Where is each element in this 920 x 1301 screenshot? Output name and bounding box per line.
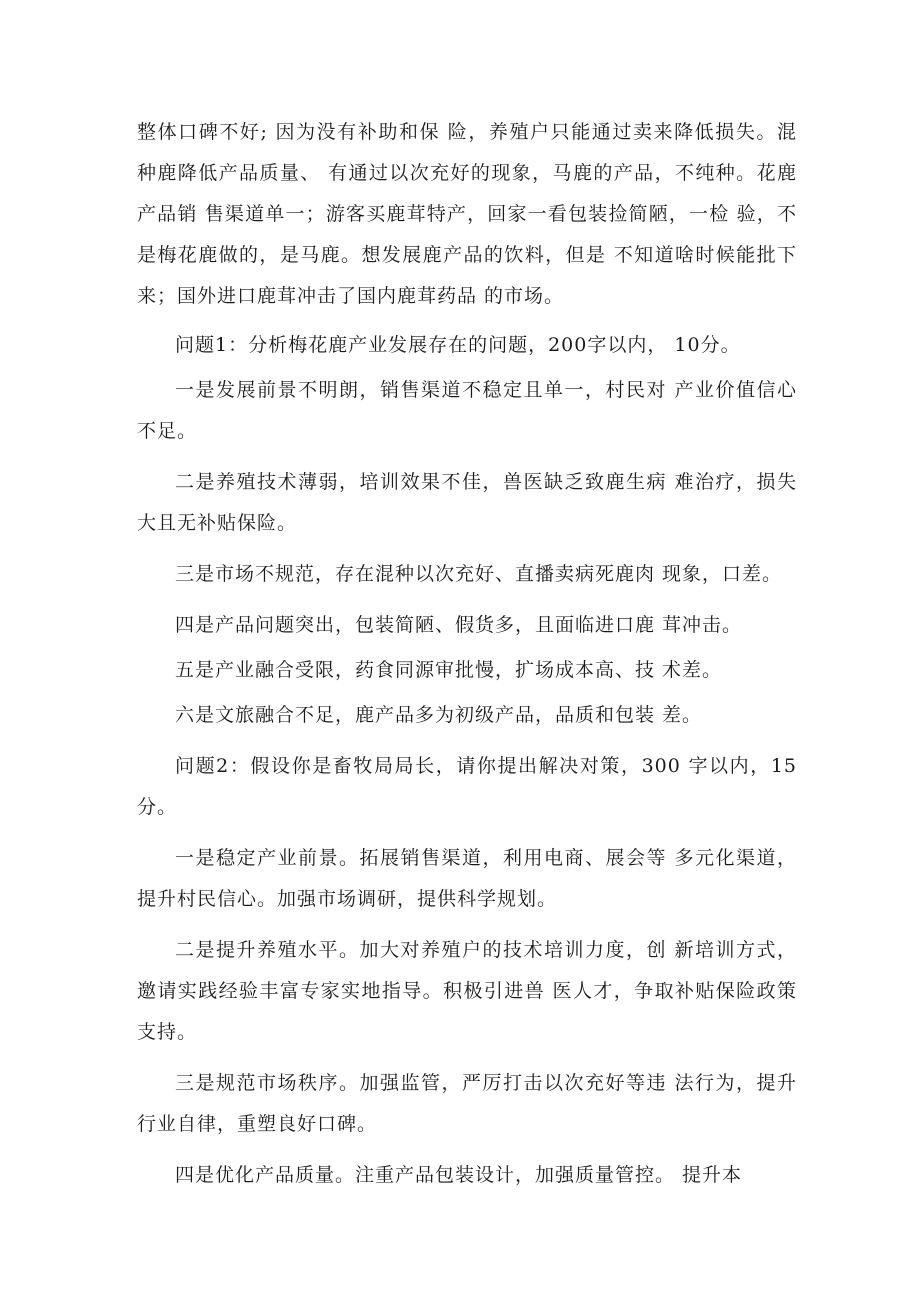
paragraph-solution-2: 二是提升养殖水平。加大对养殖户的技术培训力度，创 新培训方式，邀请实践经验丰富专家实地指导。积极引进兽 医人才，争取补贴保险政策支持。 xyxy=(137,939,797,1043)
paragraph-solution-3: 三是规范市场秩序。加强监管，严厉打击以次充好等违 法行为，提升行业自律，重塑良好口碑。 xyxy=(137,1072,797,1135)
paragraph-question-2: 问题2：假设你是畜牧局局长，请你提出解决对策，300 字以内，15分。 xyxy=(137,755,797,818)
paragraph-solution-4: 四是优化产品质量。注重产品包装设计，加强质量管控。 提升本 xyxy=(175,1164,743,1186)
paragraph-solution-1: 一是稳定产业前景。拓展销售渠道，利用电商、展会等 多元化渠道，提升村民信心。加强市场调研，提供科学规划。 xyxy=(137,847,797,910)
paragraph-intro: 整体口碑不好; 因为没有补助和保 险，养殖户只能通过卖来降低损失。混种鹿降低产品质量、 有通过以次充好的现象，马鹿的产品，不纯种。花鹿产品销 售渠道单一；游客买鹿茸特产，回家一看包装捡简陋，一检 验，不是梅花鹿做的，是马鹿。想发展鹿产品的饮料，但是 不知道啥时候能批下来；国外进口鹿茸冲击了国内鹿茸药品 的市场。 xyxy=(137,121,797,307)
paragraph-problem-1: 一是发展前景不明朗，销售渠道不稳定且单一，村民对 产业价值信心不足。 xyxy=(137,379,797,442)
paragraph-problem-5: 五是产业融合受限，药食同源审批慢，扩场成本高、技 术差。 xyxy=(175,659,723,681)
paragraph-problem-2: 二是养殖技术薄弱，培训效果不佳，兽医缺乏致鹿生病 难治疗，损失大且无补贴保险。 xyxy=(137,471,797,534)
paragraph-question-1: 问题1：分析梅花鹿产业发展存在的问题，200字以内， 10分。 xyxy=(175,334,741,356)
paragraph-problem-3: 三是市场不规范，存在混种以次充好、直播卖病死鹿肉 现象，口差。 xyxy=(175,563,783,585)
paragraph-problem-6: 六是文旅融合不足，鹿产品多为初级产品，品质和包装 差。 xyxy=(175,704,703,726)
document-body xyxy=(137,112,797,1206)
paragraph-problem-4: 四是产品问题突出，包装简陋、假货多，且面临进口鹿 茸冲击。 xyxy=(175,614,743,636)
